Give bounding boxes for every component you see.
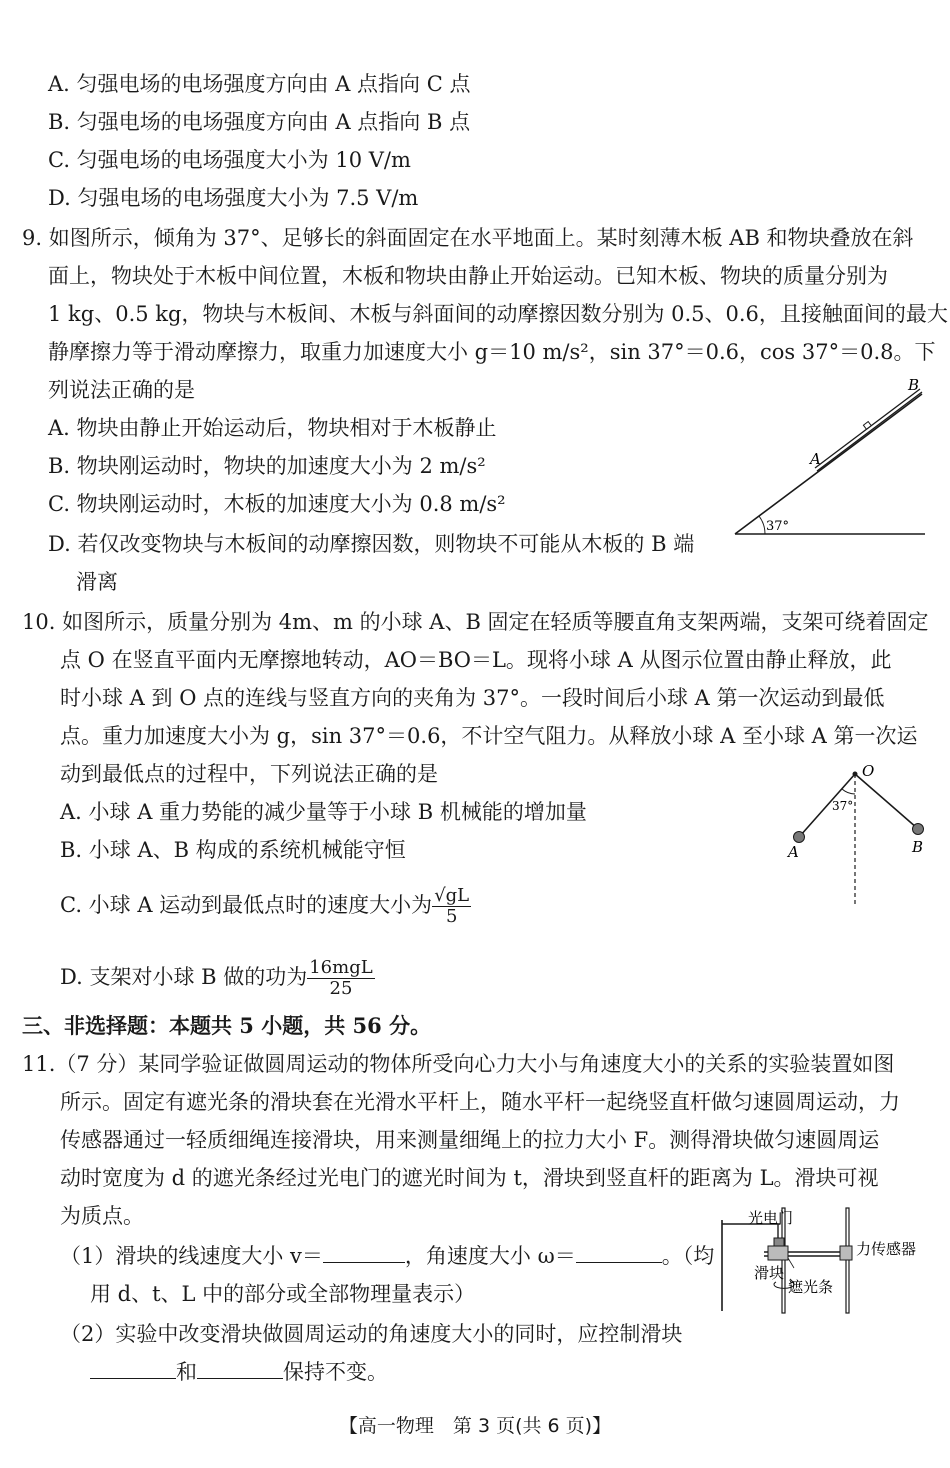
- q11-stem-line5: 为质点。: [60, 1204, 144, 1228]
- q10-pivot-o: [853, 772, 858, 777]
- q11-label-sensor: 力传感器: [856, 1240, 917, 1258]
- q8-option-c: C. 匀强电场的电场强度大小为 10 V/m: [48, 148, 411, 172]
- q10-stem-line4: 点。重力加速度大小为 g，sin 37°＝0.6，不计空气阻力。从释放小球 A 至小球 A 第一次运: [60, 724, 918, 748]
- page-footer: 【高一物理 第 3 页(共 6 页)】: [338, 1415, 612, 1437]
- q10-label-a: A: [788, 843, 799, 861]
- q11-answer-blank-omega[interactable]: [576, 1242, 662, 1263]
- q11-sub2-text-b: 和: [176, 1360, 197, 1384]
- q10-label-b: B: [912, 838, 924, 856]
- q11-answer-blank-2[interactable]: [197, 1358, 283, 1379]
- q10-bracket-figure: [780, 758, 940, 908]
- q9-option-c: C. 物块刚运动时，木板的加速度大小为 0.8 m/s²: [48, 492, 506, 516]
- q9-incline-figure: [730, 372, 930, 542]
- q9-option-d-cont: 滑离: [76, 570, 118, 594]
- q10-option-c: [60, 886, 471, 927]
- q10-option-d: [60, 958, 375, 999]
- q10-option-a: A. 小球 A 重力势能的减少量等于小球 B 机械能的增加量: [60, 800, 587, 824]
- q11-answer-blank-v[interactable]: [323, 1242, 405, 1263]
- q11-stem-line2: 所示。固定有遮光条的滑块套在光滑水平杆上，随水平杆一起绕竖直杆做匀速圆周运动，力: [60, 1090, 900, 1114]
- q9-stem-line3: 1 kg、0.5 kg，物块与木板间、木板与斜面间的动摩擦因数分别为 0.5、0.6，且接触面间的最大: [48, 302, 948, 326]
- q10-stem-line3: 时小球 A 到 O 点的连线与竖直方向的夹角为 37°。一段时间后小球 A 第一次运动到最低: [60, 686, 885, 710]
- q11-stem-line4: 动时宽度为 d 的遮光条经过光电门的遮光时间为 t，滑块到竖直杆的距离为 L。滑块可视: [60, 1166, 879, 1190]
- q10-option-c-denominator: 5: [445, 906, 458, 927]
- q11-sub1-text-c: 。（均: [661, 1244, 715, 1268]
- q9-stem-line2: 面上，物块处于木板中间位置，木板和物块由静止开始运动。已知木板、物块的质量分别为: [48, 264, 888, 288]
- q9-board: [815, 389, 922, 471]
- q10-option-d-fraction: [307, 958, 374, 999]
- q10-ball-a: [794, 832, 805, 843]
- q10-option-d-text: D. 支架对小球 B 做的功为: [60, 965, 308, 989]
- q10-option-c-text: C. 小球 A 运动到最低点时的速度大小为: [60, 893, 433, 917]
- q11-answer-blank-1[interactable]: [90, 1358, 176, 1379]
- q9-stem-line4: 静摩擦力等于滑动摩擦力，取重力加速度大小 g＝10 m/s²，sin 37°＝0.6，cos 37°＝0.8。下: [48, 340, 936, 364]
- q11-sub1: [60, 1242, 714, 1270]
- q10-stem-line5: 动到最低点的过程中，下列说法正确的是: [60, 762, 438, 786]
- q11-label-slider: 滑块: [754, 1264, 785, 1282]
- q10-angle-label: 37°: [832, 799, 854, 813]
- q9-stem-line1: 9. 如图所示，倾角为 37°、足够长的斜面固定在水平地面上。某时刻薄木板 AB 和物块叠放在斜: [22, 226, 914, 250]
- q11-sub1-cont: 用 d、t、L 中的部分或全部物理量表示）: [90, 1282, 476, 1306]
- q10-option-c-fraction: [432, 886, 471, 927]
- q11-stem-line1: 11.（7 分）某同学验证做圆周运动的物体所受向心力大小与角速度大小的关系的实验装置如图: [22, 1052, 895, 1076]
- q8-option-d: D. 匀强电场的电场强度大小为 7.5 V/m: [48, 186, 419, 210]
- q11-stem-line3: 传感器通过一轻质细绳连接滑块，用来测量细绳上的拉力大小 F。测得滑块做匀速圆周运: [60, 1128, 880, 1152]
- q9-block: [863, 422, 871, 430]
- q9-angle-label: 37°: [766, 519, 790, 534]
- q10-stem-line2: 点 O 在竖直平面内无摩擦地转动，AO＝BO＝L。现将小球 A 从图示位置由静止释放，此: [60, 648, 892, 672]
- q11-slider: [768, 1246, 788, 1260]
- q9-stem-line5: 列说法正确的是: [48, 378, 195, 402]
- q9-option-b: B. 物块刚运动时，物块的加速度大小为 2 m/s²: [48, 454, 486, 478]
- q10-ball-b: [913, 824, 924, 835]
- q10-option-d-denominator: 25: [329, 978, 353, 999]
- q11-sub2: （2）实验中改变滑块做圆周运动的角速度大小的同时，应控制滑块: [60, 1322, 683, 1346]
- q9-option-a: A. 物块由静止开始运动后，物块相对于木板静止: [48, 416, 497, 440]
- q11-force-sensor: [840, 1246, 852, 1260]
- q10-stem-line1: 10. 如图所示，质量分别为 4m、m 的小球 A、B 固定在轻质等腰直角支架两端，支架可绕着固定: [22, 610, 929, 634]
- q9-label-a: A: [810, 450, 821, 468]
- q10-option-c-numerator: √gL: [434, 885, 470, 906]
- q8-option-a: A. 匀强电场的电场强度方向由 A 点指向 C 点: [48, 72, 471, 96]
- q8-option-b: B. 匀强电场的电场强度方向由 A 点指向 B 点: [48, 110, 471, 134]
- q11-sub2-cont: [90, 1358, 388, 1386]
- q11-label-strip: 遮光条: [788, 1278, 834, 1296]
- q10-label-o: O: [862, 762, 875, 780]
- q9-option-d: D. 若仅改变物块与木板间的动摩擦因数，则物块不可能从木板的 B 端: [48, 532, 695, 556]
- q11-sub1-text-b: ，角速度大小 ω＝: [404, 1244, 576, 1268]
- q10-option-b: B. 小球 A、B 构成的系统机械能守恒: [60, 838, 406, 862]
- q11-label-gate: 光电门: [748, 1209, 794, 1227]
- q10-option-d-numerator: 16mgL: [309, 957, 373, 978]
- q9-label-b: B: [908, 376, 920, 394]
- q11-sub2-text-c: 保持不变。: [283, 1360, 388, 1384]
- section-3-heading: 三、非选择题：本题共 5 小题，共 56 分。: [22, 1013, 432, 1038]
- q11-apparatus-figure: [712, 1206, 937, 1316]
- q11-sub1-text-a: （1）滑块的线速度大小 v＝: [60, 1244, 323, 1268]
